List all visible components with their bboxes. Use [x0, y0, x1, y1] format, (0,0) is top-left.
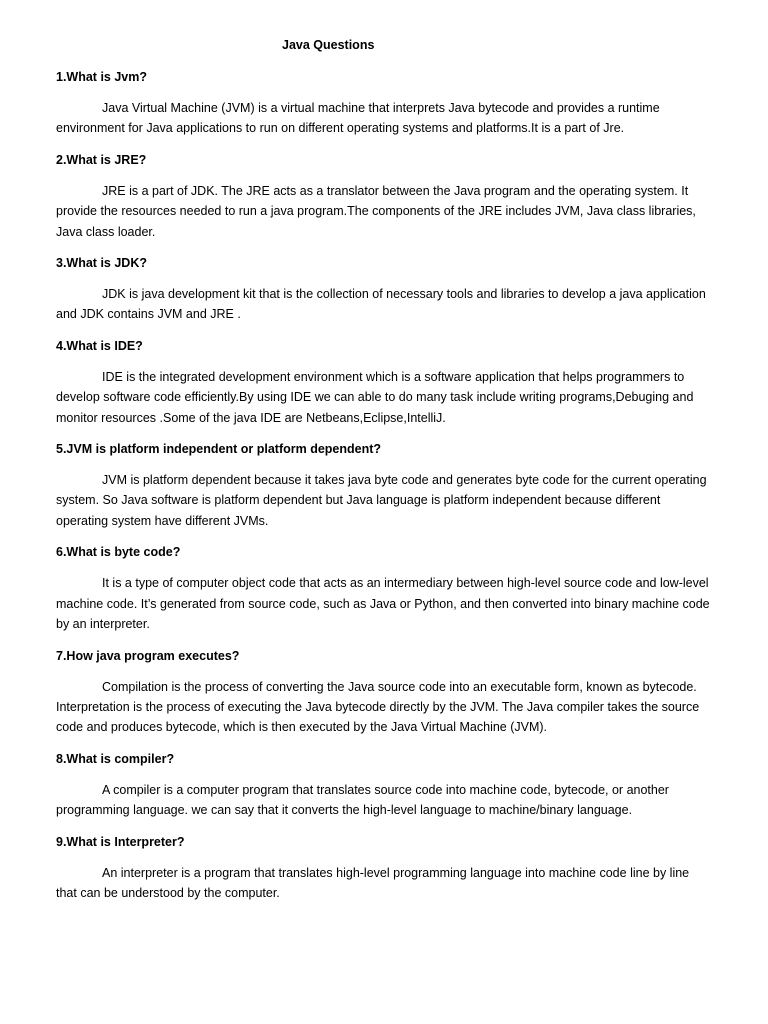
answer-paragraph: Compilation is the process of converting the Java source code into an executable form, known as bytecode. Interpretation is the process of executing the Java bytecode directly by the JVM. The Java compiler takes the source code and produces bytecode, which is then executed by the Java Virtual Machine (JVM).: [56, 679, 700, 735]
qa-item-3: [56, 254, 710, 325]
qa-item-6: [56, 543, 710, 634]
question-heading: 6.What is byte code?: [56, 545, 181, 560]
question-heading: 1.What is Jvm?: [56, 70, 147, 84]
question-heading: 5.JVM is platform independent or platform dependent?: [56, 442, 382, 457]
question-heading: 9.What is Interpreter?: [56, 834, 185, 849]
question-heading: 4.What is IDE?: [56, 338, 143, 353]
qa-item-4: [56, 337, 710, 428]
page-title: Java Questions: [282, 38, 375, 52]
question-heading: 7.How java program executes?: [56, 648, 240, 663]
question-heading: 3.What is JDK?: [56, 256, 147, 271]
answer-paragraph: JVM is platform dependent because it takes java byte code and generates byte code for the current operating system. So Java software is platform dependent but Java language is platform independent because different operating system have different JVMs.: [56, 473, 707, 528]
answer-paragraph: Java Virtual Machine (JVM) is a virtual machine that interprets Java bytecode and provides a runtime environment for Java applications to run on different operating systems and platforms.It is a part of Jre.: [56, 101, 660, 136]
question-heading: 8.What is compiler?: [56, 751, 175, 766]
answer-paragraph: It is a type of computer object code that acts as an intermediary between high-level source code and low-level machine code. It’s generated from source code, such as Java or Python, and then converted into binary machine code by an interpreter.: [56, 576, 710, 632]
qa-item-5: [56, 440, 710, 531]
answer-paragraph: IDE is the integrated development environment which is a software application that helps programmers to develop software code efficiently.By using IDE we can able to do many task include writing programs,Debuging and monitor resources .Some of the java IDE are Netbeans,Eclipse,IntelliJ.: [56, 369, 694, 425]
answer-paragraph: JDK is java development kit that is the collection of necessary tools and libraries to develop a java application and JDK contains JVM and JRE .: [56, 287, 706, 322]
qa-item-8: [56, 750, 710, 821]
qa-item-7: [56, 647, 710, 738]
qa-item-2: [56, 151, 710, 242]
qa-item-1: [56, 68, 710, 139]
answer-paragraph: JRE is a part of JDK. The JRE acts as a translator between the Java program and the operating system. It provide the resources needed to run a java program.The components of the JRE includes JVM, Java class libraries, Java class loader.: [56, 183, 696, 239]
answer-paragraph: A compiler is a computer program that translates source code into machine code, bytecode, or another programming language. we can say that it converts the high-level language to machine/binary language.: [56, 782, 669, 818]
qa-item-9: [56, 833, 710, 904]
answer-paragraph: An interpreter is a program that translates high-level programming language into machine code line by line that can be understood by the computer.: [56, 865, 690, 900]
question-heading: 2.What is JRE?: [56, 152, 147, 167]
